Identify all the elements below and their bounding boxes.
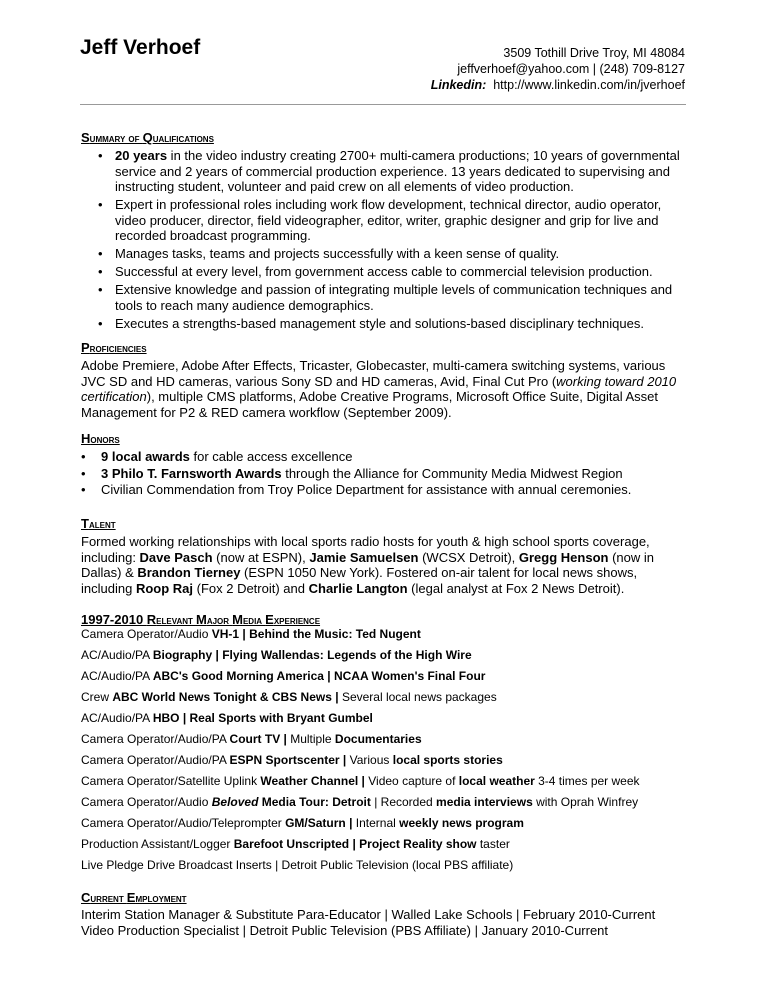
honors-list: [81, 449, 691, 498]
talent-heading: Talent: [81, 516, 116, 531]
proficiencies-section: [81, 340, 691, 420]
candidate-name: Jeff Verhoef: [80, 36, 201, 59]
summary-list: [81, 148, 691, 331]
list-item: • 20 years in the video industry creating 2700+ multi-camera productions; 10 years of governmental service and 2 years of commercial production experience. 13 years dedicated to supervising and instructing student, volunteer and paid crew on all elements of video production.: [81, 148, 691, 195]
linkedin-label: Linkedin:: [430, 78, 487, 92]
honors-section: [81, 431, 691, 499]
email-phone: jeffverhoef@yahoo.com | (248) 709-8127: [457, 62, 685, 76]
experience-heading: 1997-2010 Relevant Major Media Experience: [81, 612, 321, 627]
contact-block: [431, 45, 685, 93]
employment-row: Video Production Specialist | Detroit Public Television (PBS Affiliate) | January 2010-Current: [81, 922, 609, 938]
list-item: • Civilian Commendation from Troy Police Department for assistance with annual ceremonies.: [81, 482, 691, 498]
experience-row: Live Pledge Drive Broadcast Inserts | Detroit Public Television (local PBS affiliate): [81, 858, 514, 872]
experience-section: [81, 612, 691, 874]
experience-row: AC/Audio/PA Biography | Flying Wallendas: Legends of the High Wire: [81, 648, 472, 662]
experience-row: Camera Operator/Audio VH-1 | Behind the Music: Ted Nugent: [81, 627, 421, 641]
summary-section: [81, 130, 691, 334]
employment-row: Interim Station Manager & Substitute Para-Educator | Walled Lake Schools | February 2010-Current: [81, 907, 656, 922]
list-item: • Expert in professional roles including work flow development, technical director, audio operator, video producer, director, field videographer, editor, writer, graphic designer and grip for live and recorded broadcast programming.: [81, 197, 691, 244]
experience-row: Crew ABC World News Tonight & CBS News | Several local news packages: [81, 690, 497, 704]
experience-row: AC/Audio/PA HBO | Real Sports with Bryant Gumbel: [81, 711, 373, 725]
employment-section: [81, 890, 691, 938]
header-divider: [80, 104, 686, 105]
experience-row: Camera Operator/Audio Beloved Media Tour: Detroit | Recorded media interviews with Oprah Winfrey: [81, 795, 639, 809]
experience-row: Production Assistant/Logger Barefoot Unscripted | Project Reality show taster: [81, 837, 510, 851]
list-item: • Manages tasks, teams and projects successfully with a keen sense of quality.: [81, 246, 691, 262]
experience-row: AC/Audio/PA ABC's Good Morning America | NCAA Women's Final Four: [81, 669, 486, 683]
experience-row: Camera Operator/Audio/Teleprompter GM/Saturn | Internal weekly news program: [81, 816, 524, 830]
list-item: • Executes a strengths-based management style and solutions-based disciplinary techniques.: [81, 316, 691, 332]
honors-heading: Honors: [81, 431, 120, 446]
list-item: • 3 Philo T. Farnsworth Awards through the Alliance for Community Media Midwest Region: [81, 466, 691, 482]
linkedin-line: [431, 77, 685, 93]
address: 3509 Tothill Drive Troy, MI 48084: [503, 46, 685, 60]
summary-heading: Summary of Qualifications: [81, 130, 214, 145]
proficiencies-heading: Proficiencies: [81, 340, 147, 355]
experience-row: Camera Operator/Satellite Uplink Weather Channel | Video capture of local weather 3-4 times per week: [81, 774, 640, 788]
employment-heading: Current Employment: [81, 890, 187, 905]
talent-text: Formed working relationships with local sports radio hosts for youth & high school sports coverage, including: Dave Pasch (now at ESPN), Jamie Samuelsen (WCSX Detroit), Gregg Henson (now in Dallas) & Brandon Tierney (ESPN 1050 New York). Fostered on-air talent for local news shows, including Roop Raj (Fox 2 Detroit) and Charlie Langton (legal analyst at Fox 2 News Detroit).: [81, 534, 654, 596]
experience-row: Camera Operator/Audio/PA ESPN Sportscenter | Various local sports stories: [81, 753, 503, 767]
list-item: • 9 local awards for cable access excellence: [81, 449, 691, 465]
proficiencies-text: Adobe Premiere, Adobe After Effects, Tricaster, Globecaster, multi-camera switching systems, various JVC SD and HD cameras, various Sony SD and HD cameras, Avid, Final Cut Pro (working toward 2010 certification), multiple CMS platforms, Adobe Creative Programs, Microsoft Office Suite, Digital Asset Management for P2 & RED camera workflow (September 2009).: [81, 358, 677, 420]
linkedin-url[interactable]: http://www.linkedin.com/in/jverhoef: [493, 78, 685, 92]
talent-section: [81, 516, 691, 596]
experience-row: Camera Operator/Audio/PA Court TV | Multiple Documentaries: [81, 732, 422, 746]
list-item: • Extensive knowledge and passion of integrating multiple levels of communication techniques and tools to reach many audience demographics.: [81, 282, 691, 313]
list-item: • Successful at every level, from government access cable to commercial television production.: [81, 264, 691, 280]
